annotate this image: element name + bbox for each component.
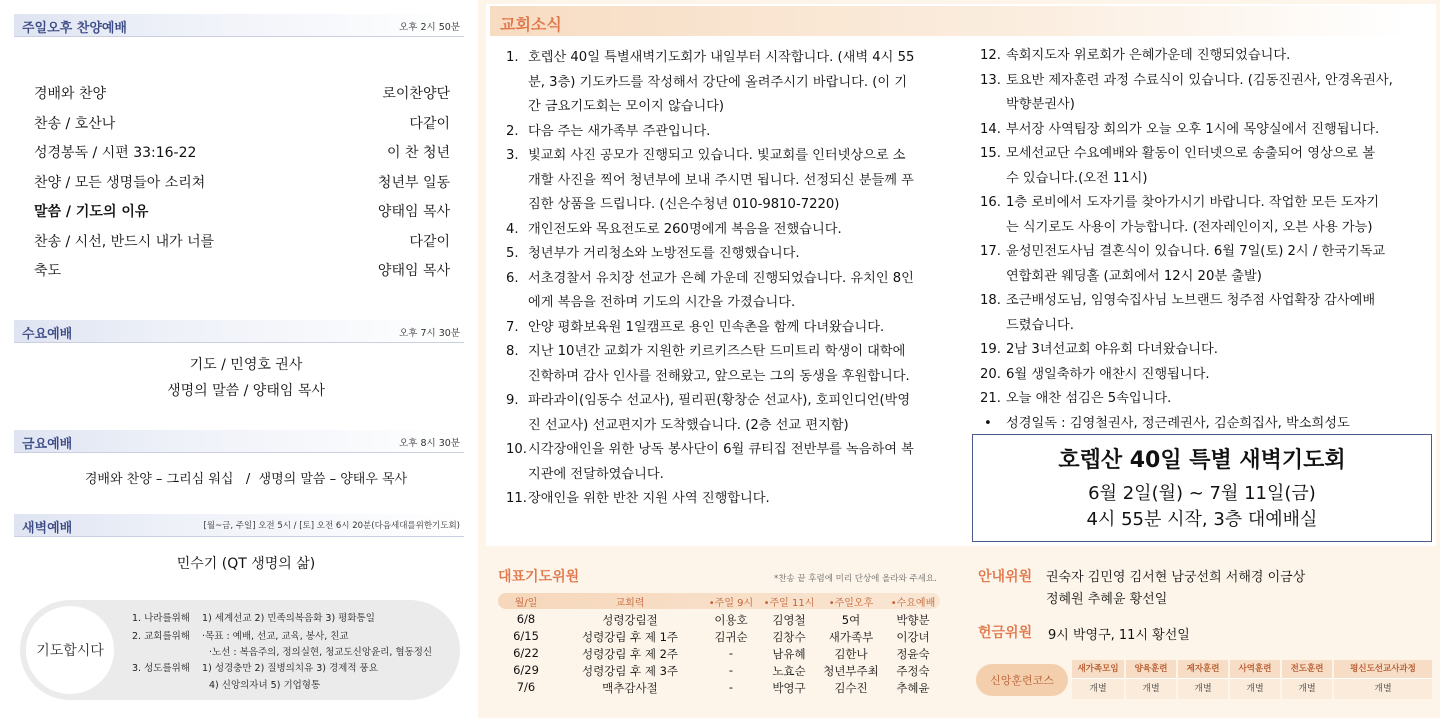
news-item-text: 성경일독 : 김영철권사, 정근례권사, 김순희집사, 박소희성도 bbox=[1006, 415, 1350, 431]
course-cell bbox=[1334, 660, 1432, 700]
rep-table-header: •주일 9시 bbox=[708, 598, 754, 609]
news-item-text: 진 선교사) 선교편지가 도착했습니다. (2층 선교 편지함) bbox=[528, 417, 849, 433]
worship-schedule-column bbox=[0, 0, 478, 718]
course-cell bbox=[1126, 660, 1176, 700]
news-item-text: 시각장애인을 위한 낭독 봉사단이 6월 큐티집 전반부를 녹음하여 복 bbox=[528, 442, 914, 457]
news-item-text: 수 있습니다.(오전 11시) bbox=[1006, 170, 1148, 186]
course-status: 개별 bbox=[1126, 679, 1176, 699]
rep-table-cell: 6/22 bbox=[513, 646, 539, 660]
offering-names: 9시 박영구, 11시 황선일 bbox=[1048, 628, 1190, 643]
order-row bbox=[34, 83, 450, 103]
rep-table-cell: 김한나 bbox=[834, 647, 868, 661]
news-item bbox=[980, 338, 1410, 363]
order-row bbox=[34, 260, 450, 280]
prayer-label: 기도합시다 bbox=[26, 606, 114, 694]
course-cell bbox=[1230, 660, 1280, 700]
news-item-number: 18. bbox=[980, 293, 1001, 308]
order-row bbox=[34, 201, 450, 221]
news-item-text: 모세선교단 수요예배와 활동이 인터넷으로 송출되어 영상으로 볼 bbox=[1006, 146, 1376, 161]
news-item-text: 짐한 상품을 드립니다. (신은수청년 010-9810-7220) bbox=[528, 197, 840, 212]
course-status: 개별 bbox=[1282, 679, 1332, 699]
dawn-program: 민수기 (QT 생명의 삶) bbox=[176, 556, 316, 572]
news-item-text: 조근배성도님, 임영숙집사님 노브랜드 청주점 사업확장 감사예배 bbox=[1006, 293, 1376, 308]
order-row bbox=[34, 231, 450, 251]
rep-table-cell: - bbox=[728, 680, 734, 694]
wednesday-prayer: 기도 / 민영호 권사 bbox=[189, 357, 303, 373]
course-cell bbox=[1072, 660, 1124, 700]
news-item-text: 장애인을 위한 반찬 지원 사역 진행합니다. bbox=[528, 491, 770, 506]
rep-table-cell: 김창수 bbox=[772, 630, 806, 644]
news-item-number: 6. bbox=[506, 270, 519, 286]
news-item-number: 9. bbox=[506, 393, 519, 408]
prayer-request-box bbox=[20, 600, 460, 700]
order-person: 다같이 bbox=[409, 116, 450, 132]
friday-service-title: 금요예배 bbox=[22, 437, 73, 452]
course-status: 개별 bbox=[1178, 679, 1228, 699]
news-item-text: 드렸습니다. bbox=[1006, 317, 1074, 333]
highlight-title: 호렙산 40일 특별 새벽기도회 bbox=[1058, 448, 1346, 473]
news-item-text: 다음 주는 새가족부 주관입니다. bbox=[528, 123, 711, 139]
news-item-number: 11. bbox=[506, 491, 527, 506]
order-item: 찬양 / 모든 생명들아 소리쳐 bbox=[34, 175, 206, 191]
news-item-text: 토요반 제자훈련 과정 수료식이 있습니다. (김동진권사, 안경옥권사, bbox=[1006, 72, 1393, 88]
order-person: 청년부 일동 bbox=[377, 175, 450, 191]
news-item-text: 서초경찰서 유치장 선교가 은혜 가운데 진행되었습니다. 유치인 8인 bbox=[528, 270, 914, 286]
rep-table-cell: 새가족부 bbox=[828, 630, 874, 644]
news-item-number: 14. bbox=[980, 121, 1001, 137]
rep-table-cell: 맥추감사절 bbox=[602, 681, 658, 695]
news-item bbox=[506, 316, 946, 341]
news-item-text: 2남 3녀선교회 야유회 다녀왔습니다. bbox=[1006, 342, 1218, 357]
order-item: 찬송 / 호산나 bbox=[34, 116, 116, 132]
rep-table-header: •수요예배 bbox=[890, 598, 936, 609]
offering-label: 헌금위원 bbox=[978, 625, 1033, 641]
rep-table-cell: 김귀순 bbox=[714, 630, 748, 644]
news-item bbox=[980, 69, 1410, 118]
order-person: 다같이 bbox=[409, 234, 450, 250]
rep-table-cell: 추혜윤 bbox=[896, 681, 930, 695]
dawn-service-header bbox=[14, 514, 464, 537]
order-row bbox=[34, 172, 450, 192]
news-item bbox=[506, 242, 946, 267]
news-item-text: 연합회관 웨딩홀 (교회에서 12시 20분 출발) bbox=[1006, 268, 1262, 284]
highlight-time-place: 4시 55분 시작, 3층 대예배실 bbox=[1086, 509, 1318, 530]
rep-table-cell: 6/8 bbox=[516, 612, 536, 626]
news-item-number: 1. bbox=[506, 50, 519, 65]
news-item-text: 안양 평화보육원 1일캠프로 용인 민속촌을 함께 다녀왔습니다. bbox=[528, 319, 885, 335]
prayer-line: ·노선 : 복음주의, 정의실현, 청교도신앙윤리, 협동정신 bbox=[209, 647, 433, 658]
sunday-service-header bbox=[14, 14, 464, 37]
wednesday-service-time: 오후 7시 30분 bbox=[399, 328, 460, 339]
news-item-number: 7. bbox=[506, 319, 519, 335]
dawn-service-time: [월~금, 주일] 오전 5시 / [토] 오전 6시 20분(다음세대를위한기도회) bbox=[203, 521, 460, 531]
news-item-number: 17. bbox=[980, 244, 1001, 259]
course-name: 전도훈련 bbox=[1282, 660, 1332, 679]
news-item-text: 에게 복음을 전하며 기도의 시간을 가졌습니다. bbox=[528, 295, 796, 310]
friday-program: 경배와 찬양 – 그리심 워십 / 생명의 말씀 – 양태우 목사 bbox=[84, 472, 408, 487]
news-item bbox=[980, 387, 1410, 412]
order-row bbox=[34, 113, 450, 133]
order-person: 양태임 목사 bbox=[377, 263, 450, 279]
order-item: 축도 bbox=[34, 263, 62, 279]
news-title: 교회소식 bbox=[500, 15, 562, 34]
course-name: 양육훈련 bbox=[1126, 660, 1176, 679]
news-item-number: 10. bbox=[506, 442, 527, 457]
order-item: 찬송 / 시선, 반드시 내가 너를 bbox=[34, 234, 215, 250]
news-item bbox=[980, 191, 1410, 240]
dawn-service-title: 새벽예배 bbox=[22, 521, 73, 536]
news-item-number: 13. bbox=[980, 72, 1001, 88]
prayer-line: 2. 교회를위해 ·목표 : 예배, 선교, 교육, 봉사, 친교 bbox=[132, 631, 349, 642]
news-item bbox=[506, 267, 946, 316]
usher-label: 안내위원 bbox=[978, 569, 1033, 585]
news-item bbox=[506, 218, 946, 243]
order-person: 이 찬 청년 bbox=[387, 145, 450, 161]
rep-table-cell: 박영구 bbox=[772, 681, 806, 695]
news-item-number: 2. bbox=[506, 123, 519, 139]
rep-table-cell: 이용호 bbox=[714, 613, 748, 627]
news-item-text: 청년부가 거리청소와 노방전도를 진행했습니다. bbox=[528, 246, 800, 261]
prayer-line: 3. 성도를위해 1) 성경충만 2) 질병의치유 3) 경제적 풍요 bbox=[132, 663, 378, 674]
training-course-label: 신앙훈련코스 bbox=[976, 664, 1068, 696]
course-cell bbox=[1282, 660, 1332, 700]
rep-table-header: 월/일 bbox=[514, 598, 538, 609]
rep-table-cell: - bbox=[728, 663, 734, 677]
news-item-text: 속회지도자 위로회가 은혜가운데 진행되었습니다. bbox=[1006, 48, 1291, 63]
news-item bbox=[980, 118, 1410, 143]
training-course-bar bbox=[976, 660, 1436, 700]
news-item bbox=[980, 289, 1410, 338]
rep-table-header: 교회력 bbox=[615, 598, 645, 609]
news-item-text: 호렙산 40일 특별새벽기도회가 내일부터 시작합니다. (새벽 4시 55 bbox=[528, 50, 915, 65]
course-cell bbox=[1178, 660, 1228, 700]
friday-service-header bbox=[14, 430, 464, 453]
order-person: 양태임 목사 bbox=[377, 204, 450, 220]
rep-table-cell: 성령강림 후 제 1주 bbox=[581, 630, 679, 644]
news-item bbox=[980, 44, 1410, 69]
news-item-number: 3. bbox=[506, 148, 519, 163]
news-item-text: 지난 10년간 교회가 지원한 키르키즈스탄 드미트리 학생이 대학에 bbox=[528, 344, 906, 359]
news-item-number: 21. bbox=[980, 391, 1001, 406]
rep-table-cell: 6/15 bbox=[513, 629, 539, 643]
rep-table-header: •주일 11시 bbox=[763, 598, 815, 609]
rep-table-cell: 7/6 bbox=[516, 680, 536, 694]
news-item-text: 빛교회 사진 공모가 진행되고 있습니다. 빛교회를 인터넷상으로 소 bbox=[528, 148, 906, 163]
rep-table-cell: 청년부주최 bbox=[823, 664, 879, 678]
rep-table-header: •주일오후 bbox=[828, 598, 874, 609]
order-row bbox=[34, 142, 450, 162]
news-item-number: • bbox=[984, 415, 992, 431]
news-item bbox=[506, 487, 946, 512]
sunday-service-time: 오후 2시 50분 bbox=[399, 22, 460, 33]
news-item-text: 개인전도와 목요전도로 260명에게 복음을 전했습니다. bbox=[528, 221, 842, 237]
news-item bbox=[980, 412, 1410, 437]
news-item-text: 오늘 애찬 섬김은 5속입니다. bbox=[1006, 391, 1172, 406]
news-item-text: 는 식기로도 사용이 가능합니다. (전자레인이지, 오븐 사용 가능) bbox=[1006, 219, 1373, 235]
order-item: 말씀 / 기도의 이유 bbox=[34, 204, 149, 220]
course-status: 개별 bbox=[1334, 679, 1432, 699]
rep-table-cell: 성령강림 후 제 3주 bbox=[581, 664, 679, 678]
rep-table-cell: 박향분 bbox=[896, 613, 930, 627]
news-item bbox=[506, 120, 946, 145]
rep-table-cell: 노효순 bbox=[772, 664, 806, 678]
course-name: 사역훈련 bbox=[1230, 660, 1280, 679]
special-dawn-prayer-box bbox=[972, 434, 1432, 542]
wednesday-sermon: 생명의 말씀 / 양태임 목사 bbox=[167, 383, 325, 399]
rep-table-cell: 성령강림절 bbox=[602, 613, 658, 627]
news-item-text: 지관에 전달하였습니다. bbox=[528, 466, 664, 482]
news-item-number: 5. bbox=[506, 246, 519, 261]
news-item-text: 6월 생일축하가 애찬시 진행됩니다. bbox=[1006, 366, 1210, 382]
news-item bbox=[506, 144, 946, 218]
news-item bbox=[506, 389, 946, 438]
news-title-bar bbox=[490, 6, 1410, 36]
usher-names-1: 권숙자 김민영 김서현 남궁선희 서해경 이금상 bbox=[1046, 570, 1306, 585]
news-item-number: 20. bbox=[980, 366, 1001, 382]
news-item-text: 부서장 사역팀장 회의가 오늘 오후 1시에 목양실에서 진행됩니다. bbox=[1006, 121, 1380, 137]
rep-prayer-title: 대표기도위원 bbox=[498, 569, 580, 585]
news-item-text: 개할 사진을 찍어 청년부에 보내 주시면 됩니다. 선정되신 분들께 푸 bbox=[528, 172, 914, 188]
rep-table-cell: 주정숙 bbox=[896, 664, 930, 678]
rep-table-cell: - bbox=[728, 646, 734, 660]
news-item-text: 윤성민전도사님 결혼식이 있습니다. 6월 7일(토) 2시 / 한국기독교 bbox=[1006, 244, 1386, 259]
news-item bbox=[506, 438, 946, 487]
course-status: 개별 bbox=[1230, 679, 1280, 699]
course-name: 평신도선교사과정 bbox=[1334, 660, 1432, 679]
news-item bbox=[980, 363, 1410, 388]
rep-table-cell: 남유혜 bbox=[772, 647, 806, 661]
news-item bbox=[506, 46, 946, 120]
wednesday-service-title: 수요예배 bbox=[22, 327, 73, 342]
prayer-line: 1. 나라를위해 1) 세계선교 2) 민족의복음화 3) 평화통일 bbox=[132, 613, 375, 624]
sunday-service-title: 주일오후 찬양예배 bbox=[22, 21, 127, 36]
news-item-text: 분, 3층) 기도카드를 작성해서 강단에 올려주시기 바랍니다. (이 기 bbox=[528, 74, 908, 90]
rep-table-cell: 5여 bbox=[841, 613, 861, 627]
news-item-number: 19. bbox=[980, 342, 1001, 357]
course-status: 개별 bbox=[1072, 679, 1124, 699]
news-item-text: 파라과이(임동수 선교사), 필리핀(황창순 선교사), 호피인디언(박영 bbox=[528, 393, 911, 408]
order-person: 로이찬양단 bbox=[382, 86, 450, 102]
wednesday-service-header bbox=[14, 320, 464, 343]
rep-table-cell: 정윤숙 bbox=[896, 647, 930, 661]
order-item: 경배와 찬양 bbox=[34, 86, 107, 102]
course-name: 제자훈련 bbox=[1178, 660, 1228, 679]
rep-table-cell: 이강녀 bbox=[896, 630, 930, 644]
news-item bbox=[506, 340, 946, 389]
course-name: 새가족모임 bbox=[1072, 660, 1124, 679]
news-item-text: 박향분권사) bbox=[1006, 97, 1075, 112]
rep-table-cell: 6/29 bbox=[513, 663, 539, 677]
highlight-dates: 6월 2일(월) ~ 7월 11일(금) bbox=[1088, 483, 1316, 504]
prayer-line: 4) 신앙의자녀 5) 기업형통 bbox=[209, 680, 321, 691]
news-item bbox=[980, 142, 1410, 191]
usher-names-2: 정혜원 추혜윤 황선일 bbox=[1046, 592, 1168, 607]
news-item bbox=[980, 240, 1410, 289]
rep-prayer-note: *찬송 끝 후렴에 미리 단상에 올라와 주세요. bbox=[774, 574, 937, 584]
news-item-number: 8. bbox=[506, 344, 519, 359]
news-item-number: 4. bbox=[506, 221, 519, 237]
news-item-number: 12. bbox=[980, 48, 1001, 63]
order-item: 성경봉독 / 시편 33:16-22 bbox=[34, 145, 197, 161]
news-item-text: 1층 로비에서 도자기를 찾아가시기 바랍니다. 작업한 모든 도자기 bbox=[1006, 195, 1380, 210]
friday-service-time: 오후 8시 30분 bbox=[399, 438, 460, 449]
rep-table-cell: 김영철 bbox=[772, 613, 806, 627]
rep-table-cell: 성령강림 후 제 2주 bbox=[581, 647, 679, 661]
news-item-number: 15. bbox=[980, 146, 1001, 161]
news-item-text: 진학하며 감사 인사를 전해왔고, 앞으로는 그의 동생을 후원합니다. bbox=[528, 368, 910, 384]
news-item-number: 16. bbox=[980, 195, 1001, 210]
news-item-text: 간 금요기도회는 모이지 않습니다) bbox=[528, 99, 725, 114]
rep-table-cell: 김수진 bbox=[834, 681, 868, 695]
